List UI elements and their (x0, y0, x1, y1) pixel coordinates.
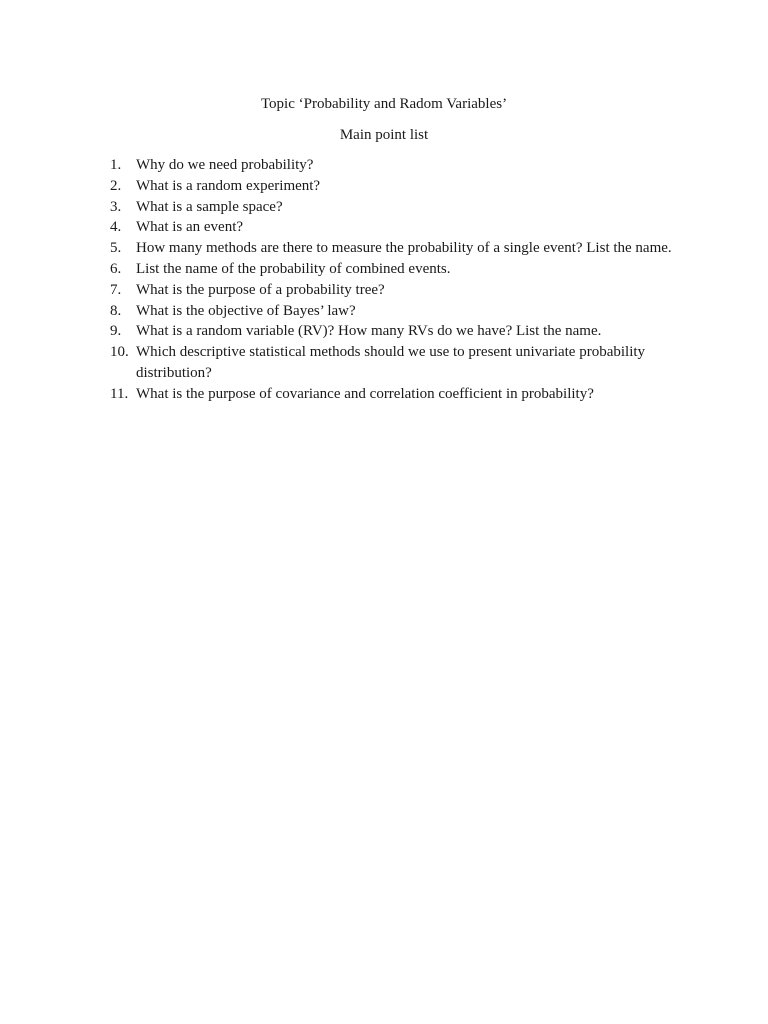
list-item (110, 384, 690, 405)
list-item-number: 5. (110, 240, 122, 257)
list-item (110, 217, 690, 238)
list-item-number: 3. (110, 198, 122, 215)
list-item-text: How many methods are there to measure the probability of a single event? List the name. (136, 240, 672, 257)
list-item-number: 8. (110, 302, 122, 319)
list-item-number: 2. (110, 177, 122, 194)
list-item-number: 9. (110, 323, 122, 340)
main-point-list (110, 155, 690, 405)
list-item (110, 301, 690, 322)
list-item-text: List the name of the probability of combined events. (136, 260, 451, 277)
list-item-text: What is a sample space? (136, 198, 283, 215)
list-item-number: 7. (110, 281, 122, 298)
list-item-number: 4. (110, 219, 122, 236)
list-item-text: Which descriptive statistical methods should we use to present univariate probability distribution? (136, 344, 646, 381)
document-title: Topic ‘Probability and Radom Variables’ (260, 96, 508, 112)
list-item-text: What is an event? (136, 219, 244, 236)
list-item (110, 280, 690, 301)
list-item-number: 6. (110, 260, 122, 277)
list-item-text: What is a random variable (RV)? How many RVs do we have? List the name. (136, 323, 602, 340)
list-item (110, 176, 690, 197)
list-item-text: Why do we need probability? (136, 157, 314, 173)
list-item-text: What is a random experiment? (136, 177, 321, 194)
list-item (110, 342, 690, 384)
list-item-text: What is the objective of Bayes’ law? (136, 302, 356, 319)
list-item (110, 259, 690, 280)
document-subtitle: Main point list (339, 127, 429, 143)
list-item-text: What is the purpose of covariance and correlation coefficient in probability? (136, 385, 594, 402)
list-item (110, 155, 690, 176)
list-item-text: What is the purpose of a probability tree? (136, 281, 385, 298)
list-item-number: 1. (110, 157, 122, 173)
list-item-number: 11. (110, 385, 129, 402)
list-item (110, 197, 690, 218)
list-item (110, 238, 690, 259)
list-item-number: 10. (110, 344, 129, 361)
list-item (110, 321, 690, 342)
